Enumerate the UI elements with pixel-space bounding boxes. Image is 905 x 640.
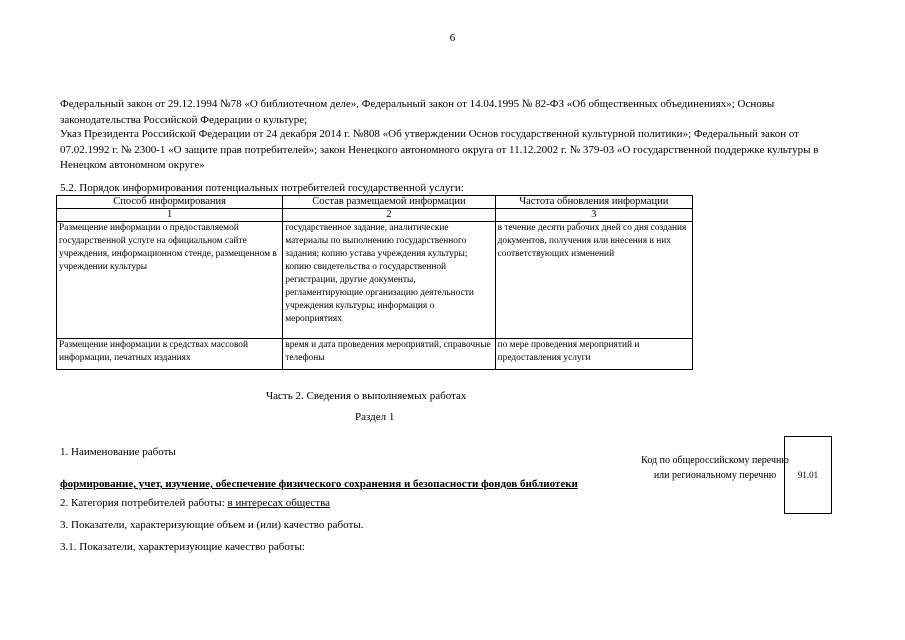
table-row	[57, 222, 693, 339]
table-number-row	[57, 209, 693, 222]
page-number: 6	[449, 32, 456, 44]
category-value: в интересах общества	[227, 497, 331, 509]
laws-paragraph-1: Федеральный закон от 29.12.1994 №78 «О библиотечном деле», Федеральный закон от 14.04.1995 № 82-ФЗ «Об общественных объединениях»; Основы законодательства Российской Федерации о культуре;	[60, 98, 775, 126]
column-number: 3	[495, 209, 692, 222]
code-value: 91.01	[797, 470, 819, 480]
quality-indicators-label: 3.1. Показатели, характеризующие качество работы:	[60, 541, 305, 553]
table-cell: по мере проведения мероприятий и предоставления услуги	[495, 339, 692, 370]
work-name-value: формирование, учет, изучение, обеспечение физического сохранения и безопасности фондов библиотеки	[60, 478, 578, 490]
section-title: Раздел 1	[355, 411, 395, 423]
indicators-label: 3. Показатели, характеризующие объем и (или) качество работы.	[60, 519, 364, 531]
column-number: 1	[57, 209, 283, 222]
code-label: Код по общероссийскому перечню или региональному перечню	[641, 455, 789, 481]
table-cell: государственное задание, аналитические материалы по выполнению государственного задания; копию устава учреждения культуры; копию свидетельства о государственной регистрации, другие документы, регламентирующие организацию деятельности учреждения культуры; информация о мероприятиях	[283, 222, 495, 339]
table-header-row	[57, 196, 693, 209]
work-name-label: 1. Наименование работы	[60, 446, 176, 458]
part-2-title: Часть 2. Сведения о выполняемых работах	[266, 390, 467, 402]
table-cell: Размещение информации в средствах массовой информации, печатных изданиях	[57, 339, 283, 370]
header-content: Состав размещаемой информации	[283, 196, 495, 209]
table-row	[57, 339, 693, 370]
header-frequency: Частота обновления информации	[495, 196, 692, 209]
laws-paragraph-2: Указ Президента Российской Федерации от 24 декабря 2014 г. №808 «Об утверждении Основ государственной культурной политики»; Федеральный закон от 07.02.1992 г. № 2300-1 «О защите прав потребителей»; закон Ненецкого автономного округа от 11.12.2002 г. № 379-03 «О государственной поддержке культуры в Ненецком автономном округе»	[60, 128, 819, 171]
information-table	[56, 195, 693, 370]
header-method: Способ информирования	[57, 196, 283, 209]
category-label: 2. Категория потребителей работы:	[60, 497, 228, 509]
table-cell: Размещение информации о предоставляемой государственной услуге на официальном сайте учреждения, информационном стенде, размещенном в учреждении культуры	[57, 222, 283, 339]
table-cell: время и дата проведения мероприятий, справочные телефоны	[283, 339, 495, 370]
consumer-category	[60, 497, 330, 509]
column-number: 2	[283, 209, 495, 222]
table-cell: в течение десяти рабочих дней со дня создания документов, получения или внесения в них соответствующих изменений	[495, 222, 692, 339]
section-5-2-heading: 5.2. Порядок информирования потенциальных потребителей государственной услуги:	[60, 182, 464, 194]
